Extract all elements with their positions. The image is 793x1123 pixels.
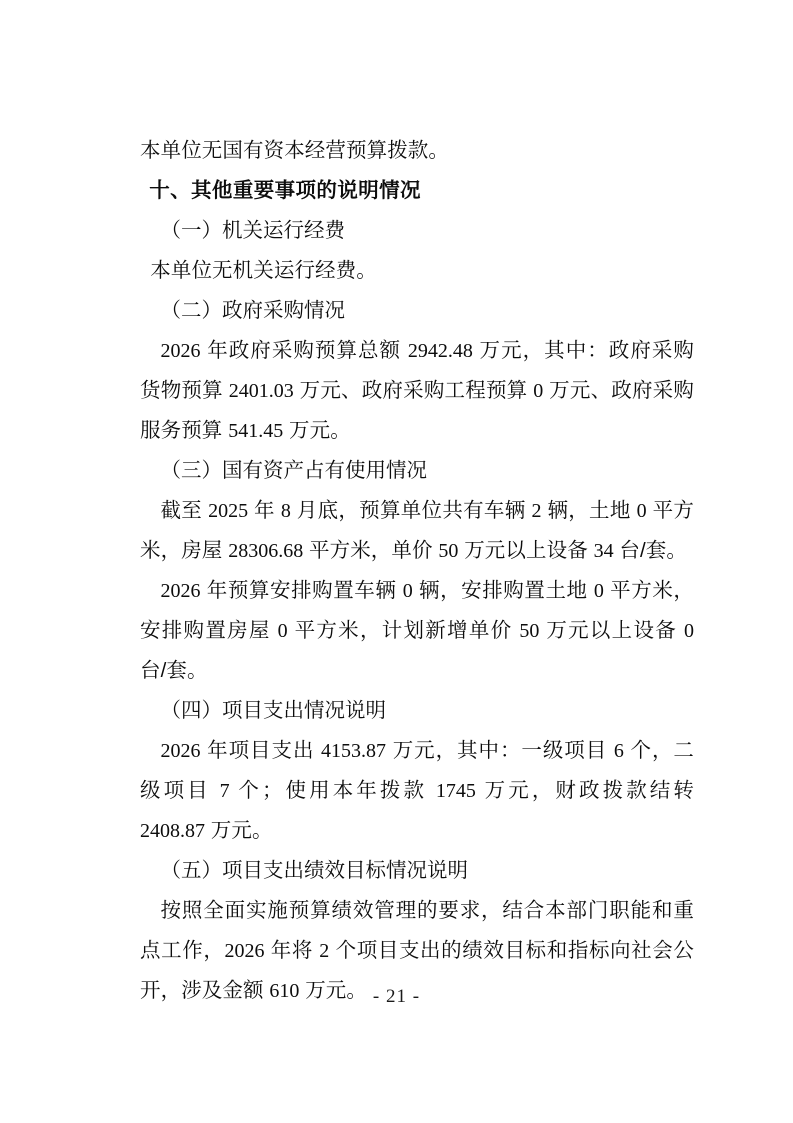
value-housing-area: 28306.68 (228, 540, 304, 562)
value-land-area: 0 (636, 500, 647, 522)
value-asof-year: 2025 (208, 500, 249, 522)
text-planned-housing-label: 平方米，安排购置房屋 (140, 579, 694, 642)
text-equipment-unit-suffix: 台/套。 (613, 539, 688, 562)
value-current-year-appropriation: 1745 (435, 780, 476, 802)
value-planned-housing-area: 0 (277, 620, 288, 642)
value-unit-price-threshold: 50 (438, 540, 459, 562)
value-procurement-total: 2942.48 (407, 340, 473, 362)
text-planned-vehicle-label: 年预算安排购置车辆 (200, 579, 403, 602)
subsection-title-state-owned-assets: （三）国有资产占有使用情况 (160, 459, 427, 482)
paragraph-agency-operating-expenses: 本单位无机关运行经费。 (150, 259, 377, 282)
paragraph-state-capital-budget: 本单位无国有资本经营预算拨款。 (140, 139, 449, 162)
text-performance-mid-1: 年将 (264, 939, 320, 962)
value-project-year: 2026 (160, 740, 201, 762)
text-level2-label: 个，二级项目 (140, 739, 694, 802)
value-disclosed-project-count: 2 (319, 940, 330, 962)
text-vehicles-label: 月底，预算单位共有车辆 (290, 499, 532, 522)
text-procurement-goods-label: 万元，其中：政府采购货物预算 (140, 339, 694, 402)
value-performance-year: 2026 (224, 940, 265, 962)
subsection-title-performance-targets: （五）项目支出绩效目标情况说明 (160, 859, 468, 882)
paragraph-government-procurement (140, 331, 694, 451)
value-planned-unit-price-threshold: 50 (519, 620, 540, 642)
section-heading-other-important-matters: 十、其他重要事项的说明情况 (149, 179, 421, 202)
paragraph-state-owned-assets-current (140, 491, 694, 571)
text-project-expenditure-label: 年项目支出 (200, 739, 322, 762)
page-number: - 21 - (372, 986, 421, 1007)
text-procurement-total-label: 年政府采购预算总额 (200, 339, 408, 362)
text-procurement-unit-suffix: 万元。 (283, 419, 351, 442)
text-year-unit: 年 (248, 499, 281, 522)
value-asof-month: 8 (280, 500, 291, 522)
text-land-label: 辆，土地 (541, 499, 637, 522)
text-performance-suffix: 万元。 (299, 979, 368, 1002)
value-planned-land-area: 0 (593, 580, 604, 602)
value-planned-vehicle-count: 0 (402, 580, 413, 602)
text-planned-equipment-mid: 万元以上设备 (539, 619, 684, 642)
value-planned-year: 2026 (160, 580, 201, 602)
value-procurement-year: 2026 (160, 340, 201, 362)
text-asof-prefix: 截至 (160, 499, 209, 522)
value-procurement-works: 0 (533, 380, 544, 402)
document-body (140, 131, 694, 1011)
value-planned-equipment-count: 0 (684, 620, 694, 642)
subsection-title-agency-operating-expenses: （一）机关运行经费 (160, 219, 345, 242)
text-project-unit-suffix: 万元。 (205, 819, 273, 842)
text-procurement-works-label: 万元、政府采购工程预算 (293, 379, 534, 402)
value-level1-project-count: 6 (613, 740, 624, 762)
value-equipment-count: 34 (593, 540, 614, 562)
text-carryover-label: 万元，财政拨款结转 (475, 779, 694, 802)
text-performance-intro: 按照全面实施预算绩效管理的要求，结合本部门职能和重点工作， (140, 899, 694, 962)
text-unitprice-label: 平方米，单价 (303, 539, 439, 562)
text-performance-mid-2: 个项目支出的绩效目标和指标向社会公开，涉及金额 (140, 939, 694, 1002)
text-current-year-appropriation-label: 个；使用本年拨款 (229, 779, 436, 802)
text-procurement-services-label: 万元、政府采购服务预算 (140, 379, 694, 442)
paragraph-state-owned-assets-planned (140, 571, 694, 691)
value-level2-project-count: 7 (219, 780, 230, 802)
value-project-expenditure-total: 4153.87 (321, 740, 387, 762)
value-vehicle-count: 2 (531, 500, 542, 522)
value-disclosed-amount: 610 (269, 980, 300, 1002)
value-procurement-goods: 2401.03 (228, 380, 294, 402)
text-level1-label: 万元，其中：一级项目 (386, 739, 614, 762)
subsection-title-project-expenditure: （四）项目支出情况说明 (160, 699, 386, 722)
text-planned-equipment-suffix: 台/套。 (140, 659, 208, 682)
text-planned-land-label: 辆，安排购置土地 (412, 579, 594, 602)
value-procurement-services: 541.45 (228, 420, 284, 442)
text-equipment-label: 万元以上设备 (458, 539, 594, 562)
value-appropriation-carryover: 2408.87 (140, 820, 205, 842)
paragraph-project-expenditure (140, 731, 694, 851)
text-planned-equipment-label: 平方米，计划新增单价 (287, 619, 520, 642)
text-housing-label: 平方米，房屋 (140, 499, 694, 562)
subsection-title-government-procurement: （二）政府采购情况 (160, 299, 345, 322)
